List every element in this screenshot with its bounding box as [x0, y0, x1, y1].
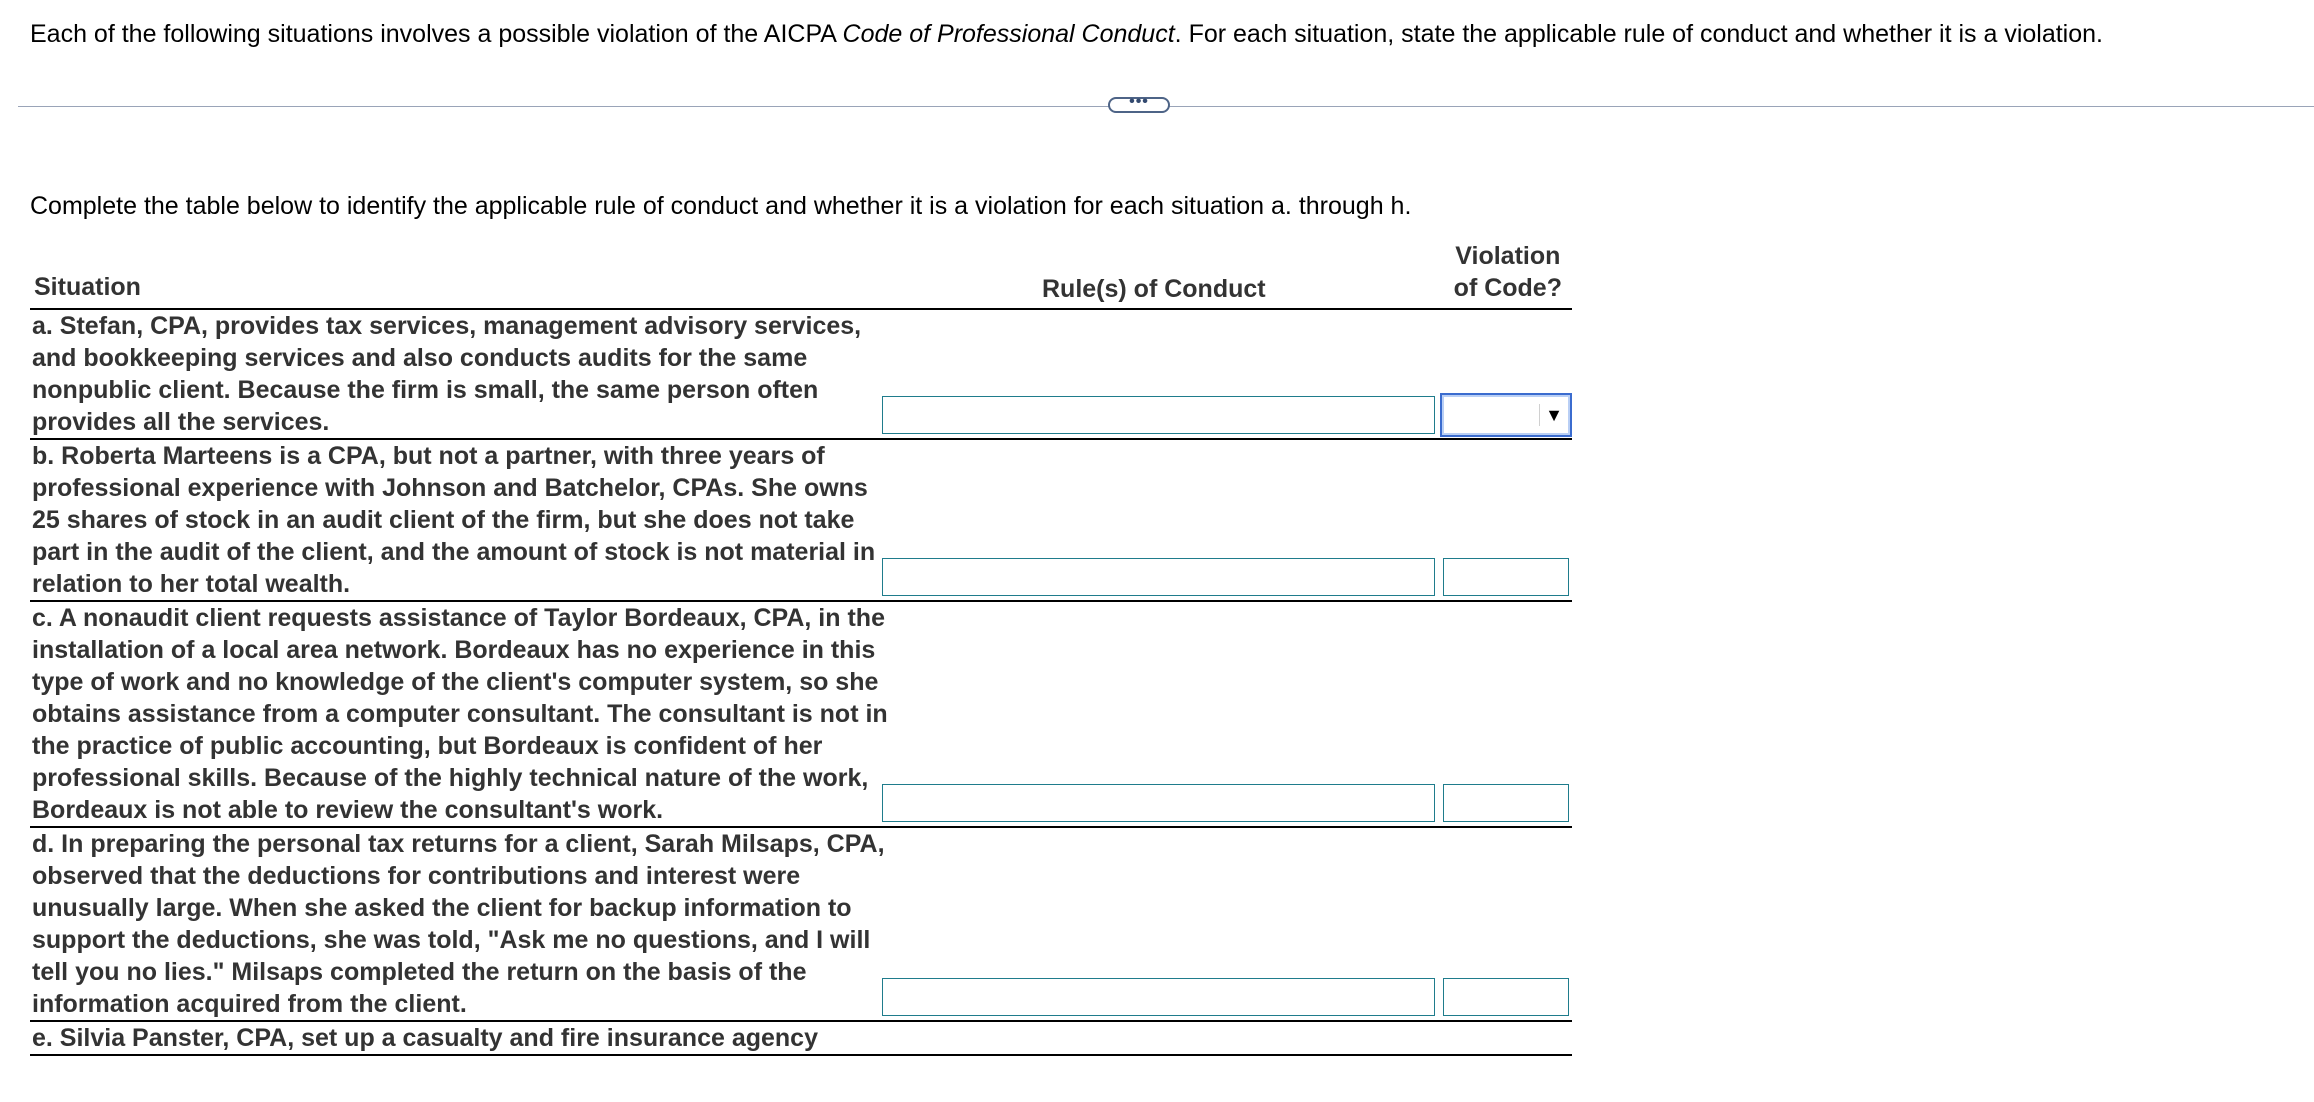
- rule-input-c[interactable]: [882, 784, 1435, 822]
- header-violation: [1454, 240, 1562, 304]
- rule-input-d[interactable]: [882, 978, 1435, 1016]
- header-violation-line2: of Code?: [1453, 274, 1562, 302]
- table-header: [30, 238, 1572, 310]
- table-instructions: Complete the table below to identify the applicable rule of conduct and whether it is a violation for each situation a. through h.: [30, 192, 1412, 220]
- table-row-c: [30, 602, 1572, 828]
- table-row-a: [30, 310, 1572, 440]
- table-row-d: [30, 828, 1572, 1022]
- situation-b-text: b. Roberta Marteens is a CPA, but not a partner, with three years of professional experience with Johnson and Batchelor, CPAs. She owns 25 shares of stock in an audit client of the firm, but she does not take part in the audit of the client, and the amount of stock is not material in relation to her total wealth.: [32, 442, 876, 598]
- intro-before: Each of the following situations involves a possible violation of the AICPA: [30, 20, 843, 48]
- situation-a-text: a. Stefan, CPA, provides tax services, management advisory services, and bookkeeping services and also conducts audits for the same nonpublic client. Because the firm is small, the same person often provides all the services.: [32, 312, 862, 436]
- intro-text: [30, 17, 2103, 51]
- header-rules-of-conduct: Rule(s) of Conduct: [1042, 275, 1266, 303]
- header-situation: Situation: [34, 273, 141, 301]
- violation-select-a[interactable]: [1440, 393, 1572, 437]
- conduct-table: [30, 238, 1572, 1056]
- header-violation-line1: Violation: [1455, 242, 1561, 270]
- situation-c-text: c. A nonaudit client requests assistance of Taylor Bordeaux, CPA, in the installation of a local area network. Bordeaux has no experience in this type of work and no knowledge of the client's computer system, so she obtains assistance from a computer consultant. The consultant is not in the practice of public accounting, but Bordeaux is confident of her professional skills. Because of the highly technical nature of the work, Bordeaux is not able to review the consultant's work.: [32, 604, 888, 824]
- expand-more-button[interactable]: •••: [1108, 97, 1170, 113]
- situation-e-text: e. Silvia Panster, CPA, set up a casualty and fire insurance agency: [32, 1024, 818, 1052]
- violation-input-c[interactable]: [1443, 784, 1569, 822]
- table-row-b: [30, 440, 1572, 602]
- intro-code-title: Code of Professional Conduct: [842, 20, 1175, 48]
- situation-d-text: d. In preparing the personal tax returns for a client, Sarah Milsaps, CPA, observed that the deductions for contributions and interest were unusually large. When she asked the client for backup information to support the deductions, she was told, "Ask me no questions, and I will tell you no lies." Milsaps completed the return on the basis of the information acquired from the client.: [32, 830, 885, 1018]
- rule-input-b[interactable]: [882, 558, 1435, 596]
- rule-input-a[interactable]: [882, 396, 1435, 434]
- table-row-e: [30, 1022, 1572, 1056]
- violation-input-b[interactable]: [1443, 558, 1569, 596]
- violation-input-d[interactable]: [1443, 978, 1569, 1016]
- dropdown-arrow-icon[interactable]: ▼: [1539, 404, 1564, 426]
- intro-after: . For each situation, state the applicable rule of conduct and whether it is a violation.: [1174, 20, 2103, 48]
